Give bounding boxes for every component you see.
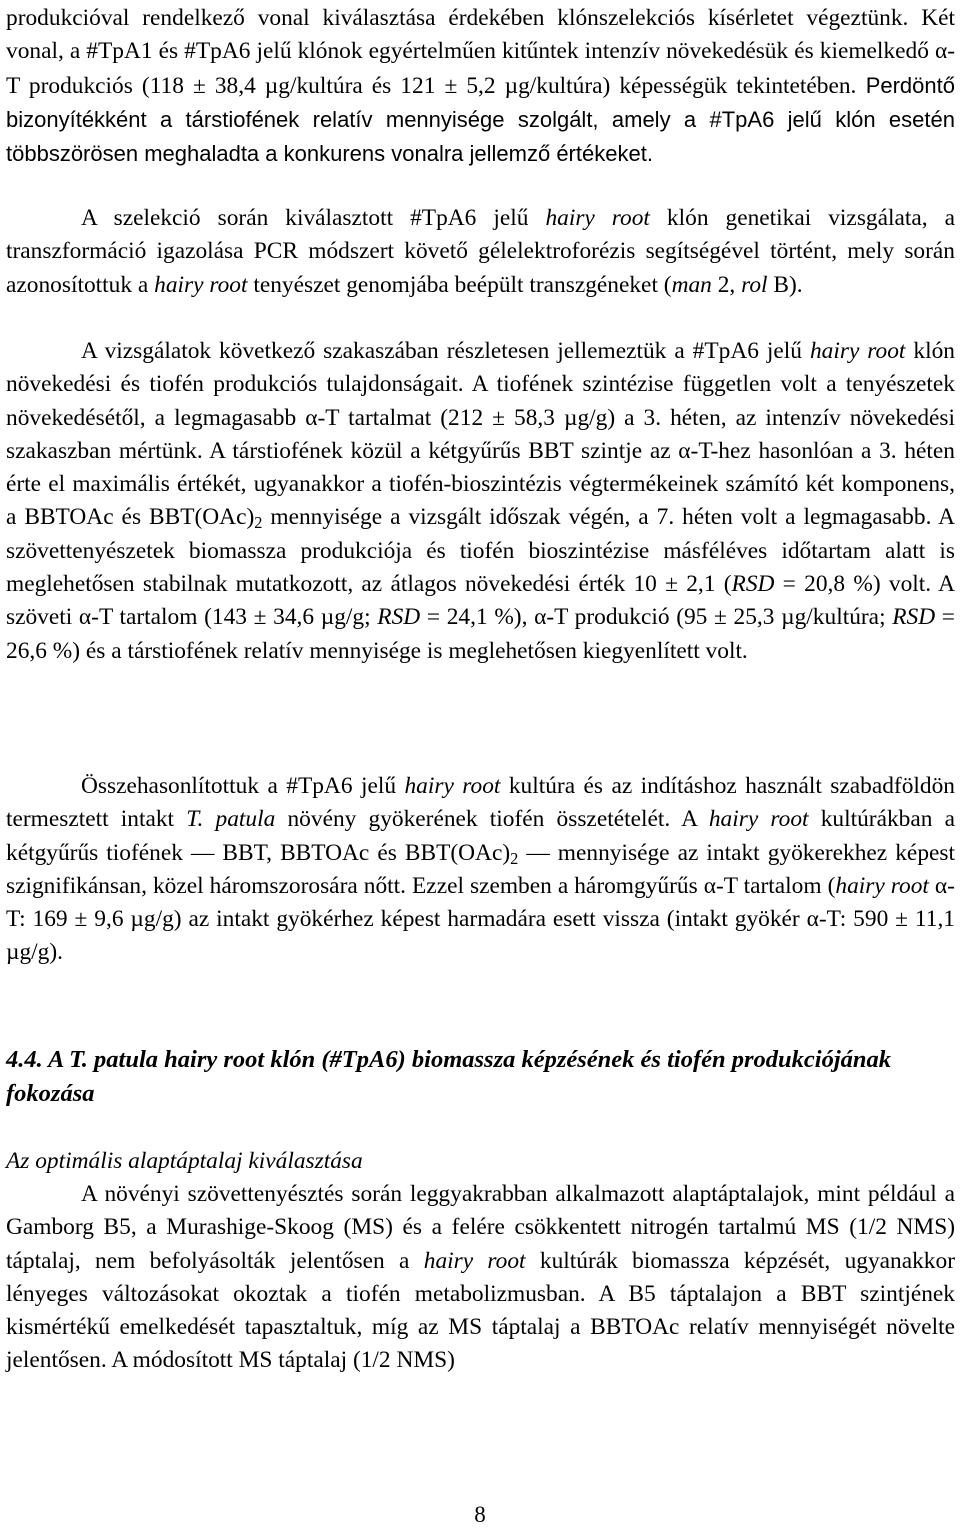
subscript: 2 xyxy=(510,848,519,868)
text-segment: = 20,8 %) volt. A szöveti α-T tartalom (143 ± 34,6 µg/g; xyxy=(6,571,955,631)
italic-term: RSD xyxy=(377,604,421,631)
text-segment: = 24,1 %), α-T produkció (95 ± 25,3 µg/kultúra; xyxy=(420,604,893,631)
italic-term: hairy root xyxy=(708,806,809,833)
italic-term: RSD xyxy=(731,571,775,598)
text-segment: 2, xyxy=(711,271,742,298)
section-heading xyxy=(6,1043,955,1111)
text-segment: növény gyökerének tiofén összetételét. A xyxy=(275,806,709,833)
text-segment: tenyészet genomjába beépült transzgéneket ( xyxy=(247,271,672,298)
text-segment: produkcióval rendelkező vonal kiválasztása érdekében klónszelekciós kísérletet végeztünk. Két vonal, a #TpA1 és #TpA6 jelű klónok egyértelműen kitűntek intenzív növekedésük és kiemelkedő α-T produkciós (118 ± 38,4 µg/kultúra és 121 ± 5,2 µg/kultúra) képességük tekintetében. xyxy=(6,5,955,99)
italic-term: RSD xyxy=(892,604,936,631)
subsection-heading xyxy=(6,1145,955,1178)
text-segment-sans: Perdöntő bizonyítékként a társtiofének relatív mennyisége szolgált, amely a #TpA6 jelű klón esetén többszörösen meghaladta a konkurens vonalra jellemző értékeket. xyxy=(6,72,955,167)
paragraph-genetic-analysis xyxy=(6,202,955,302)
text-segment: A vizsgálatok következő szakaszában részletesen jellemeztük a #TpA6 jelű xyxy=(81,338,810,364)
text-segment: B). xyxy=(767,271,803,298)
text-segment: A szelekció során kiválasztott #TpA6 jelű xyxy=(81,205,546,231)
subsection-heading-text: Az optimális alaptáptalaj kiválasztása xyxy=(6,1148,363,1174)
text-segment: kultúra és az indításhoz használt szabadföldön termesztett intakt xyxy=(6,773,955,833)
italic-term: hairy root xyxy=(809,338,906,364)
italic-term: hairy root xyxy=(835,872,929,899)
text-segment: α-T: 169 ± 9,6 µg/g) az intakt gyökérhez képest harmadára esett vissza (intakt gyökér α-T: 590 ± 11,1 µg/g). xyxy=(6,872,955,966)
italic-term: T. patula xyxy=(186,806,276,833)
italic-term: hairy root xyxy=(404,773,501,799)
text-segment: klón genetikai vizsgálata, a transzformáció igazolása PCR módszert követő gélelektroforézis segítségével történt, mely során azonosítottuk a xyxy=(6,205,955,298)
italic-term: hairy root xyxy=(545,205,650,231)
paragraph-growth-characterization xyxy=(6,335,955,668)
text-segment: klón növekedési és tiofén produkciós tulajdonságait. A tiofének szintézise független volt a tenyészetek növekedésétől, a legmagasabb α-T tartalmat (212 ± 58,3 µg/g) a 3. héten, az intenzív növekedési szakaszban mértünk. A társtiofének közül a kétgyűrűs BBT szintje az α-T-hez hasonlóan a 3. héten érte el maximális értékét, ugyanakkor a tiofén-bioszintézis végtermékeinek számító két komponens, a BBTOAc és BBT(OAc) xyxy=(6,338,955,531)
text-segment: Összehasonlítottuk a #TpA6 jelű xyxy=(81,773,405,799)
section-heading-text: 4.4. A T. patula hairy root klón (#TpA6) biomassza képzésének és tiofén produkciójának fokozása xyxy=(6,1046,892,1107)
italic-term: hairy root xyxy=(423,1247,526,1274)
text-segment: = 26,6 %) és a társtiofének relatív mennyisége is meglehetősen kiegyenlített volt. xyxy=(6,604,955,664)
text-segment: kultúrák biomassza képzését, ugyanakkor lényeges változásokat okoztak a tiofén metabolizmusban. A B5 táptalajon a BBT szintjének kismértékű emelkedését tapasztaltuk, míg az MS táptalaj a BBTOAc relatív mennyiségét növelte jelentősen. A módosított MS táptalaj (1/2 NMS) xyxy=(6,1247,955,1374)
italic-term: hairy root xyxy=(154,271,248,298)
text-segment: — mennyisége az intakt gyökerekhez képest szignifikánsan, közel háromszorosára nőtt. Ezzel szemben a háromgyűrűs α-T tartalom ( xyxy=(6,839,955,899)
paragraph-clone-selection xyxy=(6,2,955,171)
text-segment: kultúrákban a kétgyűrűs tiofének — BBT, BBTOAc és BBT(OAc) xyxy=(6,806,956,866)
paragraph-comparison xyxy=(6,770,955,970)
text-segment: A növényi szövettenyésztés során leggyakrabban alkalmazott alaptáptalajok, mint például a Gamborg B5, a Murashige-Skoog (MS) és a felére csökkentett nitrogén tartalmú MS (1/2 NMS) táptalaj, nem befolyásolták jelentősen a xyxy=(6,1181,955,1274)
italic-term: rol xyxy=(741,271,768,298)
italic-term: man xyxy=(671,271,712,298)
page-number: 8 xyxy=(474,1502,486,1527)
text-segment: mennyisége a vizsgált időszak végén, a 7. héten volt a legmagasabb. A szövettenyészetek biomassza produkciója és tiofén bioszintézise másféléves időtartam alatt is meglehetősen stabilnak mutatkozott, az átlagos növekedési érték 10 ± 2,1 ( xyxy=(6,504,955,598)
subscript: 2 xyxy=(254,513,263,533)
paragraph-medium-selection xyxy=(6,1178,955,1378)
